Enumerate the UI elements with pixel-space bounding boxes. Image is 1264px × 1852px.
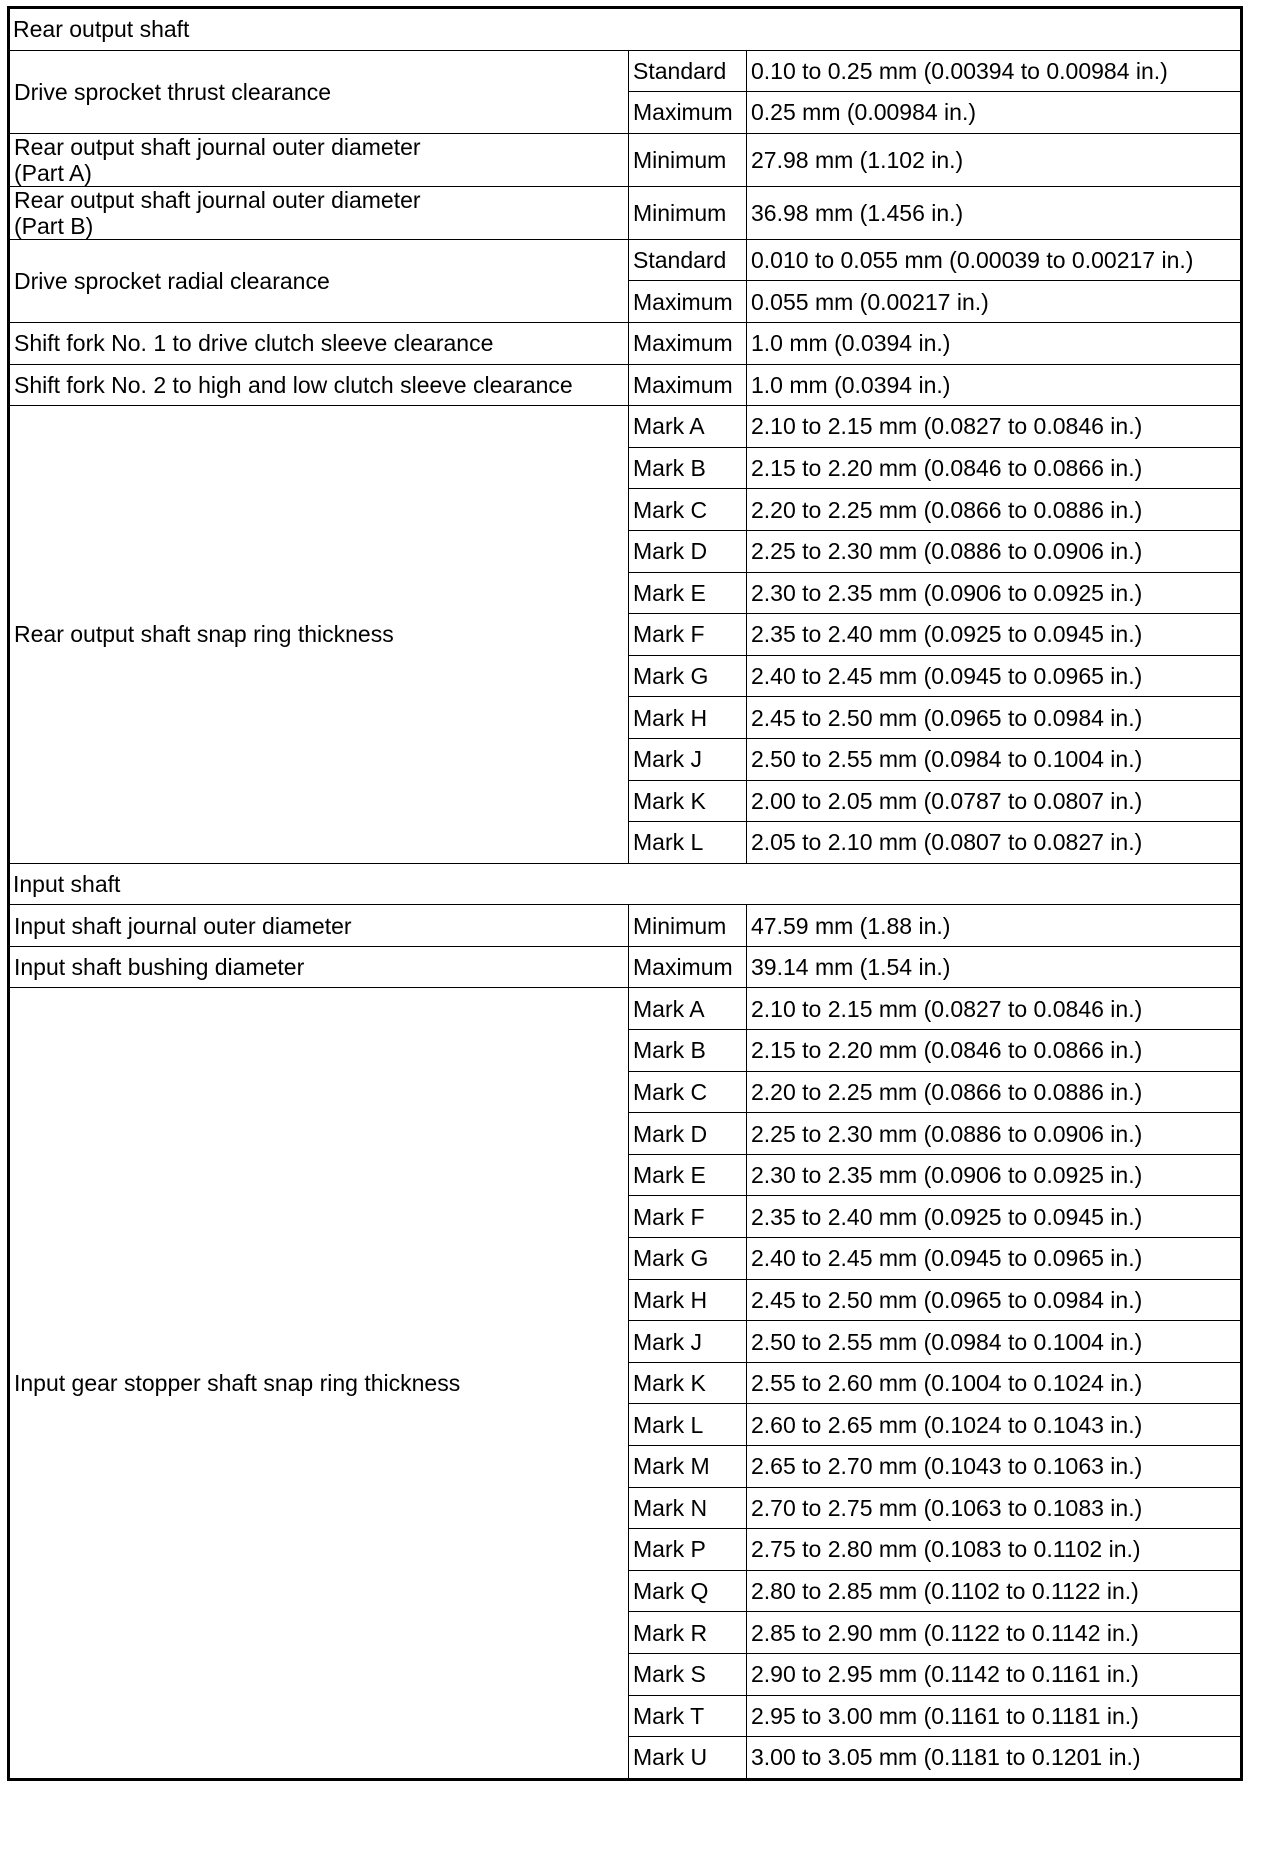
spec-qualifier: Mark G — [629, 1238, 747, 1280]
spec-value: 2.20 to 2.25 mm (0.0866 to 0.0886 in.) — [747, 1071, 1242, 1113]
spec-qualifier: Mark P — [629, 1529, 747, 1571]
spec-qualifier: Maximum — [629, 92, 747, 134]
spec-value: 2.90 to 2.95 mm (0.1142 to 0.1161 in.) — [747, 1653, 1242, 1695]
spec-qualifier: Maximum — [629, 946, 747, 988]
spec-item-label-line: Rear output shaft journal outer diameter — [14, 133, 421, 160]
spec-value: 2.30 to 2.35 mm (0.0906 to 0.0925 in.) — [747, 572, 1242, 614]
section-title: Input shaft — [9, 863, 1242, 905]
spec-value: 2.15 to 2.20 mm (0.0846 to 0.0866 in.) — [747, 1030, 1242, 1072]
spec-qualifier: Mark C — [629, 489, 747, 531]
section-header-row — [9, 8, 1242, 51]
spec-item-label: Input shaft bushing diameter — [9, 946, 629, 988]
spec-value: 2.30 to 2.35 mm (0.0906 to 0.0925 in.) — [747, 1154, 1242, 1196]
spec-item-label: Drive sprocket radial clearance — [9, 239, 629, 322]
spec-value: 2.50 to 2.55 mm (0.0984 to 0.1004 in.) — [747, 738, 1242, 780]
spec-value: 2.05 to 2.10 mm (0.0807 to 0.0827 in.) — [747, 822, 1242, 864]
table-row — [9, 905, 1242, 947]
spec-qualifier: Maximum — [629, 364, 747, 406]
spec-qualifier: Maximum — [629, 281, 747, 323]
spec-item-label-line: (Part B) — [14, 212, 94, 239]
spec-qualifier: Standard — [629, 50, 747, 92]
spec-value: 0.10 to 0.25 mm (0.00394 to 0.00984 in.) — [747, 50, 1242, 92]
table-row — [9, 133, 1242, 186]
table-row — [9, 322, 1242, 364]
spec-value: 2.50 to 2.55 mm (0.0984 to 0.1004 in.) — [747, 1321, 1242, 1363]
spec-qualifier: Maximum — [629, 322, 747, 364]
spec-qualifier: Mark M — [629, 1446, 747, 1488]
spec-value: 0.010 to 0.055 mm (0.00039 to 0.00217 in.) — [747, 239, 1242, 281]
spec-value: 2.25 to 2.30 mm (0.0886 to 0.0906 in.) — [747, 530, 1242, 572]
spec-item-label: Input shaft journal outer diameter — [9, 905, 629, 947]
spec-qualifier: Mark R — [629, 1612, 747, 1654]
spec-qualifier: Mark T — [629, 1695, 747, 1737]
spec-value: 47.59 mm (1.88 in.) — [747, 905, 1242, 947]
spec-qualifier: Mark G — [629, 655, 747, 697]
spec-item-label-line: Rear output shaft journal outer diameter — [14, 186, 421, 213]
table-row — [9, 946, 1242, 988]
spec-qualifier: Minimum — [629, 186, 747, 239]
spec-qualifier: Mark B — [629, 447, 747, 489]
spec-value: 1.0 mm (0.0394 in.) — [747, 364, 1242, 406]
spec-value: 1.0 mm (0.0394 in.) — [747, 322, 1242, 364]
spec-qualifier: Mark K — [629, 1362, 747, 1404]
table-row — [9, 406, 1242, 448]
spec-qualifier: Mark F — [629, 614, 747, 656]
spec-qualifier: Mark J — [629, 738, 747, 780]
specification-table — [7, 6, 1243, 1781]
spec-qualifier: Mark L — [629, 822, 747, 864]
spec-qualifier: Mark C — [629, 1071, 747, 1113]
spec-value: 2.65 to 2.70 mm (0.1043 to 0.1063 in.) — [747, 1446, 1242, 1488]
spec-qualifier: Mark E — [629, 1154, 747, 1196]
spec-qualifier: Mark A — [629, 988, 747, 1030]
spec-value: 2.10 to 2.15 mm (0.0827 to 0.0846 in.) — [747, 406, 1242, 448]
spec-qualifier: Minimum — [629, 905, 747, 947]
spec-value: 2.80 to 2.85 mm (0.1102 to 0.1122 in.) — [747, 1570, 1242, 1612]
spec-qualifier: Mark Q — [629, 1570, 747, 1612]
spec-item-label-line: (Part A) — [14, 159, 92, 186]
spec-value: 0.25 mm (0.00984 in.) — [747, 92, 1242, 134]
spec-value: 2.20 to 2.25 mm (0.0866 to 0.0886 in.) — [747, 489, 1242, 531]
spec-value: 2.70 to 2.75 mm (0.1063 to 0.1083 in.) — [747, 1487, 1242, 1529]
spec-qualifier: Minimum — [629, 133, 747, 186]
spec-value: 2.40 to 2.45 mm (0.0945 to 0.0965 in.) — [747, 1238, 1242, 1280]
spec-value: 2.35 to 2.40 mm (0.0925 to 0.0945 in.) — [747, 1196, 1242, 1238]
spec-value: 2.00 to 2.05 mm (0.0787 to 0.0807 in.) — [747, 780, 1242, 822]
spec-value: 39.14 mm (1.54 in.) — [747, 946, 1242, 988]
spec-qualifier: Mark D — [629, 1113, 747, 1155]
spec-qualifier: Mark B — [629, 1030, 747, 1072]
spec-qualifier: Mark N — [629, 1487, 747, 1529]
spec-value: 3.00 to 3.05 mm (0.1181 to 0.1201 in.) — [747, 1737, 1242, 1780]
spec-value: 2.25 to 2.30 mm (0.0886 to 0.0906 in.) — [747, 1113, 1242, 1155]
spec-value: 2.45 to 2.50 mm (0.0965 to 0.0984 in.) — [747, 1279, 1242, 1321]
spec-qualifier: Mark S — [629, 1653, 747, 1695]
spec-qualifier: Mark A — [629, 406, 747, 448]
spec-value: 2.60 to 2.65 mm (0.1024 to 0.1043 in.) — [747, 1404, 1242, 1446]
spec-qualifier: Mark F — [629, 1196, 747, 1238]
table-row — [9, 364, 1242, 406]
spec-item-label: Input gear stopper shaft snap ring thickness — [9, 988, 629, 1779]
spec-item-label: Rear output shaft snap ring thickness — [9, 406, 629, 864]
spec-value: 2.10 to 2.15 mm (0.0827 to 0.0846 in.) — [747, 988, 1242, 1030]
spec-value: 2.85 to 2.90 mm (0.1122 to 0.1142 in.) — [747, 1612, 1242, 1654]
table-row — [9, 186, 1242, 239]
spec-value: 2.15 to 2.20 mm (0.0846 to 0.0866 in.) — [747, 447, 1242, 489]
section-title: Rear output shaft — [9, 8, 1242, 51]
spec-qualifier: Mark J — [629, 1321, 747, 1363]
specification-table-body — [9, 8, 1242, 1780]
spec-item-label: Shift fork No. 2 to high and low clutch sleeve clearance — [9, 364, 629, 406]
spec-item-label: Drive sprocket thrust clearance — [9, 50, 629, 133]
spec-qualifier: Mark K — [629, 780, 747, 822]
spec-value: 2.45 to 2.50 mm (0.0965 to 0.0984 in.) — [747, 697, 1242, 739]
spec-value: 2.55 to 2.60 mm (0.1004 to 0.1024 in.) — [747, 1362, 1242, 1404]
spec-value: 2.40 to 2.45 mm (0.0945 to 0.0965 in.) — [747, 655, 1242, 697]
spec-value: 2.75 to 2.80 mm (0.1083 to 0.1102 in.) — [747, 1529, 1242, 1571]
spec-item-label — [9, 133, 629, 186]
section-header-row — [9, 863, 1242, 905]
table-row — [9, 239, 1242, 281]
spec-qualifier: Mark L — [629, 1404, 747, 1446]
spec-value: 27.98 mm (1.102 in.) — [747, 133, 1242, 186]
spec-qualifier: Mark U — [629, 1737, 747, 1780]
spec-value: 2.95 to 3.00 mm (0.1161 to 0.1181 in.) — [747, 1695, 1242, 1737]
spec-qualifier: Mark H — [629, 697, 747, 739]
spec-qualifier: Standard — [629, 239, 747, 281]
spec-item-label: Shift fork No. 1 to drive clutch sleeve clearance — [9, 322, 629, 364]
spec-item-label — [9, 186, 629, 239]
spec-value: 0.055 mm (0.00217 in.) — [747, 281, 1242, 323]
spec-value: 36.98 mm (1.456 in.) — [747, 186, 1242, 239]
spec-qualifier: Mark E — [629, 572, 747, 614]
table-row — [9, 50, 1242, 92]
spec-qualifier: Mark D — [629, 530, 747, 572]
spec-value: 2.35 to 2.40 mm (0.0925 to 0.0945 in.) — [747, 614, 1242, 656]
spec-qualifier: Mark H — [629, 1279, 747, 1321]
table-row — [9, 988, 1242, 1030]
